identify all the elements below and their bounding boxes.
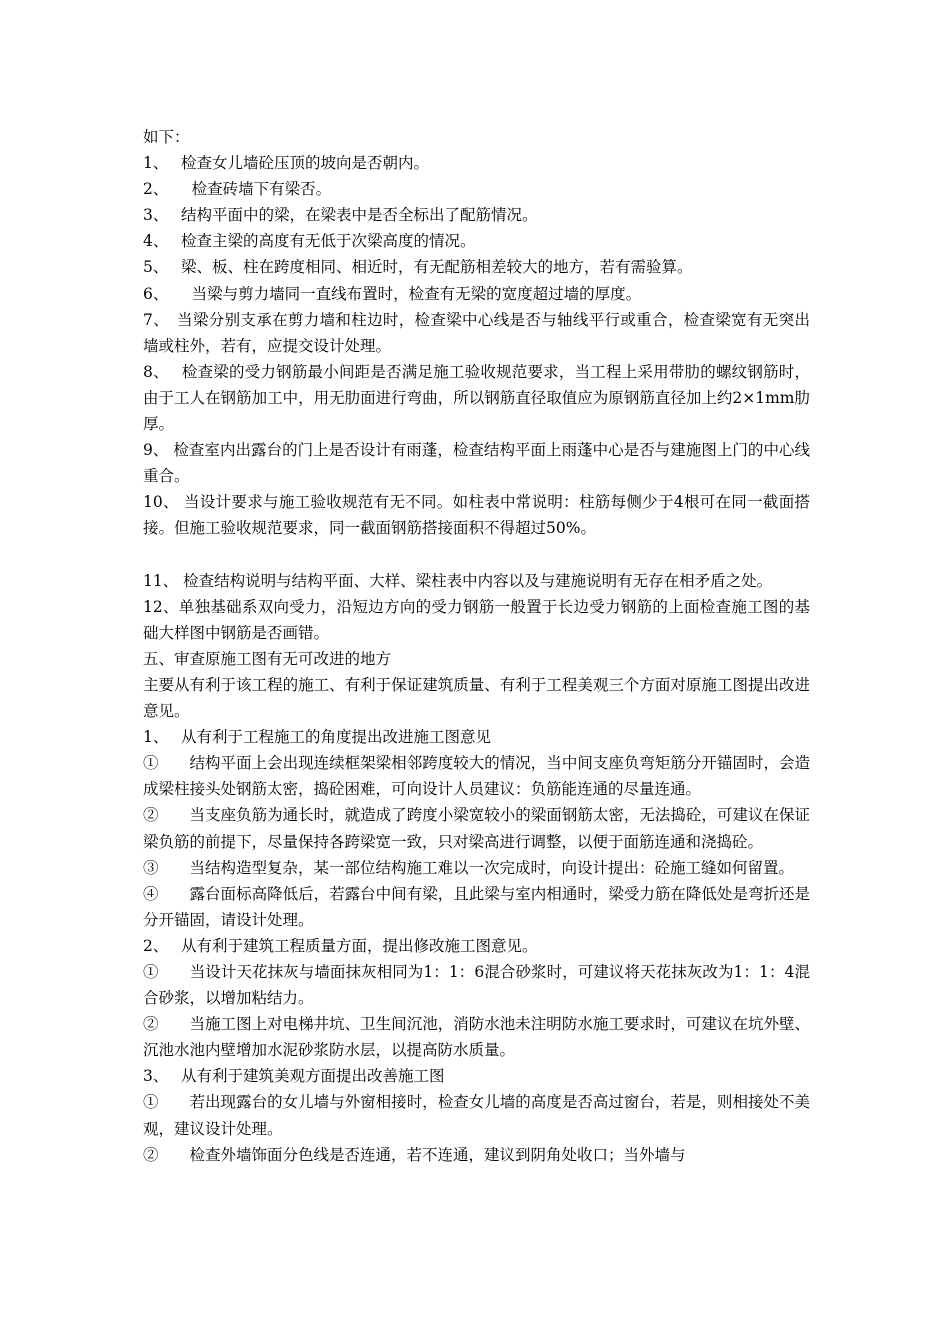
paragraph: 3、 从有利于建筑美观方面提出改善施工图	[143, 1067, 445, 1086]
paragraph: ② 检查外墙饰面分色线是否连通，若不连通，建议到阴角处收口；当外墙与	[143, 1145, 686, 1164]
paragraph: 4、 检查主梁的高度有无低于次梁高度的情况。	[143, 232, 476, 251]
paragraph: 11、 检查结构说明与结构平面、大样、梁柱表中内容以及与建施说明有无存在相矛盾之处。	[143, 571, 773, 590]
paragraph: 1、 检查女儿墙砼压顶的坡向是否朝内。	[143, 154, 430, 173]
paragraph: 12、单独基础系双向受力，沿短边方向的受力钢筋一般置于长边受力钢筋的上面检查施工图的基础大样图中钢筋是否画错。	[143, 597, 810, 642]
paragraph: 9、 检查室内出露台的门上是否设计有雨蓬，检查结构平面上雨蓬中心是否与建施图上门的中心线重合。	[143, 441, 810, 486]
paragraph: ④ 露台面标高降低后，若露台中间有梁，且此梁与室内相通时，梁受力筋在降低处是弯折还是分开锚固，请设计处理。	[143, 884, 810, 929]
paragraph: 1、 从有利于工程施工的角度提出改进施工图意见	[143, 728, 492, 747]
paragraph: ② 当施工图上对电梯井坑、卫生间沉池，消防水池未注明防水施工要求时，可建议在坑外壁、沉池水池内壁增加水泥砂浆防水层，以提高防水质量。	[143, 1015, 810, 1060]
paragraph: 主要从有利于该工程的施工、有利于保证建筑质量、有利于工程美观三个方面对原施工图提出改进意见。	[143, 675, 810, 721]
paragraph: 2、 从有利于建筑工程质量方面，提出修改施工图意见。	[143, 936, 538, 955]
paragraph: ② 当支座负筋为通长时，就造成了跨度小梁宽较小的梁面钢筋太密，无法捣砼，可建议在保证梁负筋的前提下，尽量保持各跨梁宽一致，只对梁高进行调整，以便于面筋连通和浇捣砼。	[143, 806, 810, 851]
paragraph: 2、 检查砖墙下有梁否。	[143, 180, 332, 199]
paragraph: 8、 检查梁的受力钢筋最小间距是否满足施工验收规范要求，当工程上采用带肋的螺纹钢筋时，由于工人在钢筋加工中，用无肋面进行弯曲，所以钢筋直径取值应为原钢筋直径加上约2×1mm肋厚。	[143, 362, 810, 434]
blank-line	[143, 542, 810, 568]
section-heading: 五、审查原施工图有无可改进的地方	[143, 649, 392, 668]
paragraph: 6、 当梁与剪力墙同一直线布置时，检查有无梁的宽度超过墙的厚度。	[143, 284, 642, 303]
paragraph: 7、 当梁分别支承在剪力墙和柱边时，检查梁中心线是否与轴线平行或重合，检查梁宽有无突出墙或柱外，若有，应提交设计处理。	[143, 310, 810, 355]
paragraph: ① 若出现露台的女儿墙与外窗相接时，检查女儿墙的高度是否高过窗台，若是，则相接处不美观，建议设计处理。	[143, 1093, 810, 1138]
paragraph: 如下：	[143, 128, 190, 146]
paragraph: ① 结构平面上会出现连续框架梁相邻跨度较大的情况，当中间支座负弯矩筋分开锚固时，会造成梁柱接头处钢筋太密，捣砼困难，可向设计人员建议：负筋能连通的尽量连通。	[143, 754, 810, 799]
paragraph: ① 当设计天花抹灰与墙面抹灰相同为1：1：6混合砂浆时，可建议将天花抹灰改为1：1：4混合砂浆，以增加粘结力。	[143, 963, 810, 1008]
paragraph: 3、 结构平面中的梁，在梁表中是否全标出了配筋情况。	[143, 206, 538, 225]
document-body	[143, 124, 810, 1168]
paragraph: 5、 梁、板、柱在跨度相同、相近时，有无配筋相差较大的地方，若有需验算。	[143, 258, 693, 277]
paragraph: ③ 当结构造型复杂，某一部位结构施工难以一次完成时，向设计提出：砼施工缝如何留置。	[143, 858, 795, 877]
paragraph: 10、 当设计要求与施工验收规范有无不同。如柱表中常说明：柱筋每侧少于4根可在同一截面搭接。但施工验收规范要求，同一截面钢筋搭接面积不得超过50%。	[143, 493, 810, 538]
